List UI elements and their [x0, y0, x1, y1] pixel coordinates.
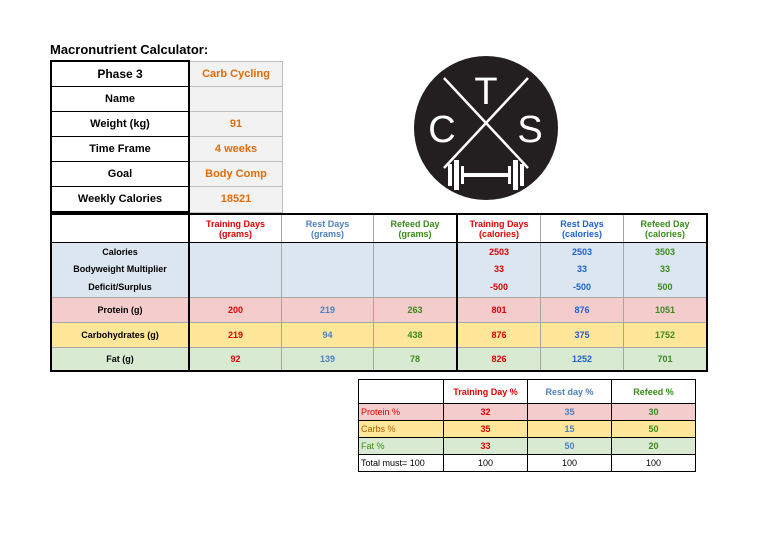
table-row [359, 404, 696, 421]
row-label: Carbohydrates (g) [51, 323, 189, 348]
col-header-rest-calories: Rest Days (calories) [541, 214, 624, 243]
cell: 1051 [624, 298, 708, 323]
cell: 219 [189, 323, 282, 348]
cell: 375 [541, 323, 624, 348]
row-label: Protein (g) [51, 298, 189, 323]
col-header-training-grams: Training Days (grams) [189, 214, 282, 243]
cell: 100 [444, 455, 528, 472]
cell: 2503 [541, 243, 624, 261]
row-label: Carbs % [359, 421, 444, 438]
cell: 100 [528, 455, 612, 472]
row-label: Fat % [359, 438, 444, 455]
cell: 701 [624, 348, 708, 372]
cell: 15 [528, 421, 612, 438]
col-header-rest-grams: Rest Days (grams) [282, 214, 374, 243]
cell: 438 [374, 323, 458, 348]
percent-table [358, 379, 696, 472]
cell: 1252 [541, 348, 624, 372]
cell: 33 [457, 260, 541, 277]
cell: 35 [444, 421, 528, 438]
logo-letter-t: T [474, 71, 498, 113]
cell: 92 [189, 348, 282, 372]
info-table [50, 60, 283, 213]
table-row [51, 243, 707, 261]
col-header-refeed-pct: Refeed % [612, 380, 696, 404]
cell: 1752 [624, 323, 708, 348]
table-row [359, 455, 696, 472]
weekly-calories-value[interactable]: 18521 [189, 187, 283, 213]
cell: 801 [457, 298, 541, 323]
goal-value[interactable]: Body Comp [189, 162, 283, 187]
cell: 219 [282, 298, 374, 323]
logo-letter-s: S [517, 109, 543, 151]
cell: 139 [282, 348, 374, 372]
table-row [51, 298, 707, 323]
row-label: Total must= 100 [359, 455, 444, 472]
cell: 876 [457, 323, 541, 348]
cell: 33 [624, 260, 708, 277]
col-header-refeed-grams: Refeed Day (grams) [374, 214, 458, 243]
macro-table [50, 213, 708, 372]
cell: 263 [374, 298, 458, 323]
cell: 200 [189, 298, 282, 323]
col-header-refeed-calories: Refeed Day (calories) [624, 214, 708, 243]
table-row [51, 323, 707, 348]
cell: 826 [457, 348, 541, 372]
cell: 500 [624, 277, 708, 298]
table-row [51, 277, 707, 298]
weekly-calories-label: Weekly Calories [51, 187, 189, 213]
cell: 50 [528, 438, 612, 455]
cell: -500 [457, 277, 541, 298]
weight-value[interactable]: 91 [189, 112, 283, 137]
cell: 35 [528, 404, 612, 421]
logo-letter-c: C [428, 109, 456, 151]
cts-logo [414, 56, 558, 200]
cell: 30 [612, 404, 696, 421]
cell: 100 [612, 455, 696, 472]
cell: 33 [444, 438, 528, 455]
table-row [359, 438, 696, 455]
name-value[interactable] [189, 87, 283, 112]
weight-label: Weight (kg) [51, 112, 189, 137]
goal-label: Goal [51, 162, 189, 187]
cell: 78 [374, 348, 458, 372]
col-header-rest-pct: Rest day % [528, 380, 612, 404]
time-frame-value[interactable]: 4 weeks [189, 137, 283, 162]
time-frame-label: Time Frame [51, 137, 189, 162]
cell: 32 [444, 404, 528, 421]
cell: 20 [612, 438, 696, 455]
row-label: Calories [51, 243, 189, 261]
cell: 3503 [624, 243, 708, 261]
table-row [51, 260, 707, 277]
row-label: Protein % [359, 404, 444, 421]
row-label: Deficit/Surplus [51, 277, 189, 298]
table-row [359, 421, 696, 438]
cell: 50 [612, 421, 696, 438]
cell: 876 [541, 298, 624, 323]
cell: 2503 [457, 243, 541, 261]
col-header-training-calories: Training Days (calories) [457, 214, 541, 243]
row-label: Bodyweight Multiplier [51, 260, 189, 277]
page-title: Macronutrient Calculator: [50, 42, 209, 57]
col-header-training-pct: Training Day % [444, 380, 528, 404]
cell: -500 [541, 277, 624, 298]
table-row [51, 348, 707, 372]
phase-value[interactable]: Carb Cycling [189, 61, 283, 87]
row-label: Fat (g) [51, 348, 189, 372]
cell: 33 [541, 260, 624, 277]
cell: 94 [282, 323, 374, 348]
phase-label: Phase 3 [51, 61, 189, 87]
name-label: Name [51, 87, 189, 112]
